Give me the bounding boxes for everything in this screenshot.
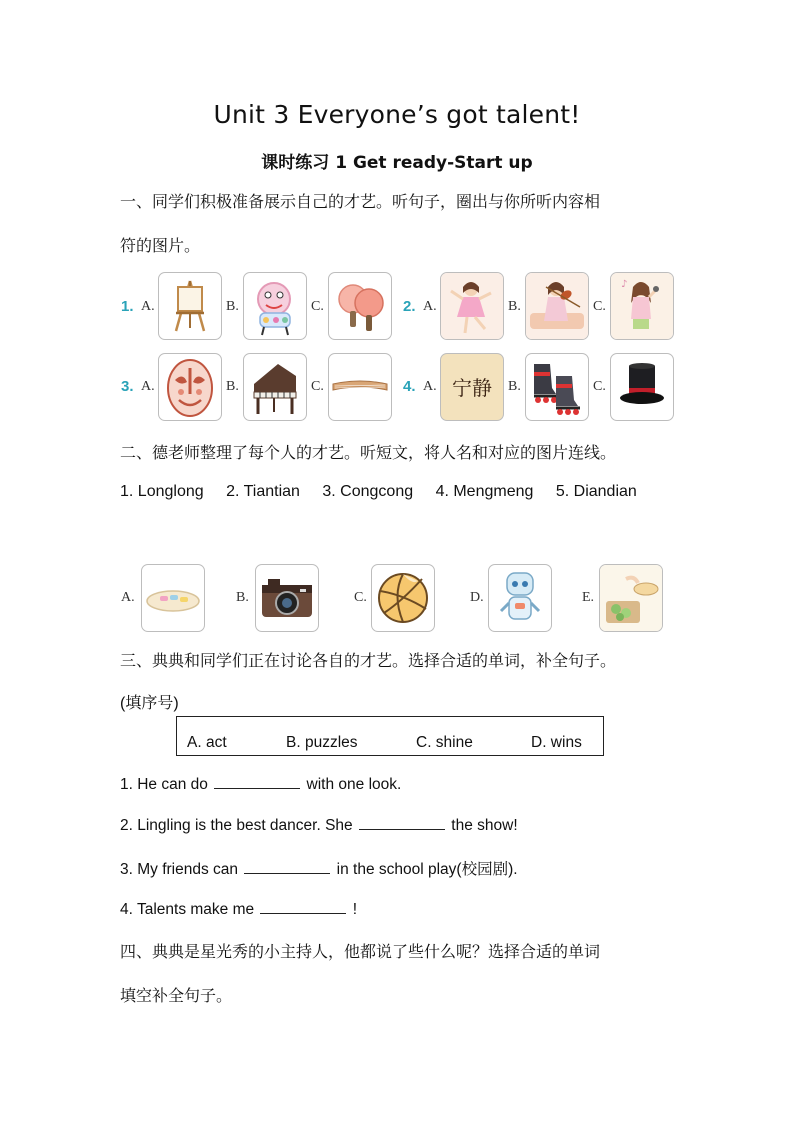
girl-violin-icon[interactable] (525, 272, 589, 340)
section1-instruction-line1: 一、同学们积极准备展示自己的才艺。听句子，圈出与你所听内容相 (120, 192, 601, 211)
sentence-text: the show! (451, 817, 518, 834)
question-number: 3. (121, 378, 134, 395)
picture-label: E. (582, 590, 595, 605)
sentence-text: 3. My friends can (120, 861, 239, 878)
word-option: B. puzzles (286, 734, 358, 751)
section2-instruction: 二、德老师整理了每个人的才艺。听短文，将人名和对应的图片连线。 (120, 443, 617, 462)
name-item: 2. Tiantian (226, 483, 300, 500)
volleyball-icon[interactable] (371, 564, 435, 632)
section3-instruction-line1: 三、典典和同学们正在讨论各自的才艺。选择合适的单词，补全句子。 (120, 651, 617, 670)
option-label: C. (311, 299, 324, 314)
fill-sentence (120, 857, 518, 879)
question-number: 4. (403, 378, 416, 395)
section4-instruction-line2: 填空补全句子。 (120, 986, 233, 1005)
picture-label: B. (236, 590, 249, 605)
section4-instruction-line1: 四、典典是星光秀的小主持人，他都说了些什么呢？选择合适的单词 (120, 942, 601, 961)
word-option: D. wins (531, 734, 582, 751)
opera-mask-icon[interactable] (158, 353, 222, 421)
girl-dancing-icon[interactable] (440, 272, 504, 340)
sentence-text: 2. Lingling is the best dancer. She (120, 817, 353, 834)
fill-sentence (120, 899, 357, 919)
camera-icon[interactable] (255, 564, 319, 632)
question-number: 2. (403, 298, 416, 315)
page-title: Unit 3 Everyone’s got talent! (213, 100, 581, 129)
roller-skates-icon[interactable] (525, 353, 589, 421)
picture-label: C. (354, 590, 367, 605)
option-label: C. (593, 379, 606, 394)
ping-pong-paddles-icon[interactable] (328, 272, 392, 340)
sentence-text: ! (352, 901, 358, 918)
option-label: B. (226, 379, 239, 394)
option-label: A. (141, 379, 155, 394)
girl-singing-icon[interactable] (610, 272, 674, 340)
section1-instruction-line2: 符的图片。 (120, 236, 201, 255)
fill-sentence (120, 774, 401, 794)
sentence-text: 1. He can do (120, 776, 208, 793)
name-item: 5. Diandian (555, 483, 637, 500)
answer-blank[interactable] (244, 859, 330, 874)
piano-icon[interactable] (243, 353, 307, 421)
sentence-text: in the school play(校园剧). (336, 861, 518, 878)
fill-sentence (120, 815, 518, 835)
answer-blank[interactable] (214, 774, 300, 789)
name-item: 4. Mengmeng (435, 483, 534, 500)
option-label: A. (423, 379, 437, 394)
easel-icon[interactable] (158, 272, 222, 340)
word-option: C. shine (416, 734, 473, 751)
option-label: A. (141, 299, 155, 314)
option-label: C. (311, 379, 324, 394)
word-option: A. act (187, 734, 227, 751)
magic-hat-icon[interactable] (610, 353, 674, 421)
option-label: B. (508, 379, 521, 394)
page-subtitle: 课时练习 1 Get ready-Start up (261, 153, 533, 173)
dragon-dance-icon[interactable] (243, 272, 307, 340)
guzheng-icon[interactable] (328, 353, 392, 421)
svg-text:♪: ♪ (621, 279, 628, 290)
question-number: 1. (121, 298, 134, 315)
section3-instruction-line2: (填序号) (120, 695, 179, 712)
option-label: B. (226, 299, 239, 314)
calligraphy-icon[interactable] (440, 353, 504, 421)
candy-plate-icon[interactable] (141, 564, 205, 632)
picture-label: D. (470, 590, 484, 605)
option-label: B. (508, 299, 521, 314)
calligraphy-text: 宁静 (452, 376, 492, 400)
sentence-text: with one look. (306, 776, 402, 793)
picture-label: A. (121, 590, 135, 605)
option-label: C. (593, 299, 606, 314)
sentence-text: 4. Talents make me (120, 901, 255, 918)
answer-blank[interactable] (359, 815, 445, 830)
option-label: A. (423, 299, 437, 314)
answer-blank[interactable] (260, 899, 346, 914)
name-item: 1. Longlong (120, 483, 204, 500)
cooking-icon[interactable] (599, 564, 663, 632)
name-list (120, 483, 655, 501)
robot-icon[interactable] (488, 564, 552, 632)
word-bank (176, 716, 604, 756)
name-item: 3. Congcong (322, 483, 414, 500)
